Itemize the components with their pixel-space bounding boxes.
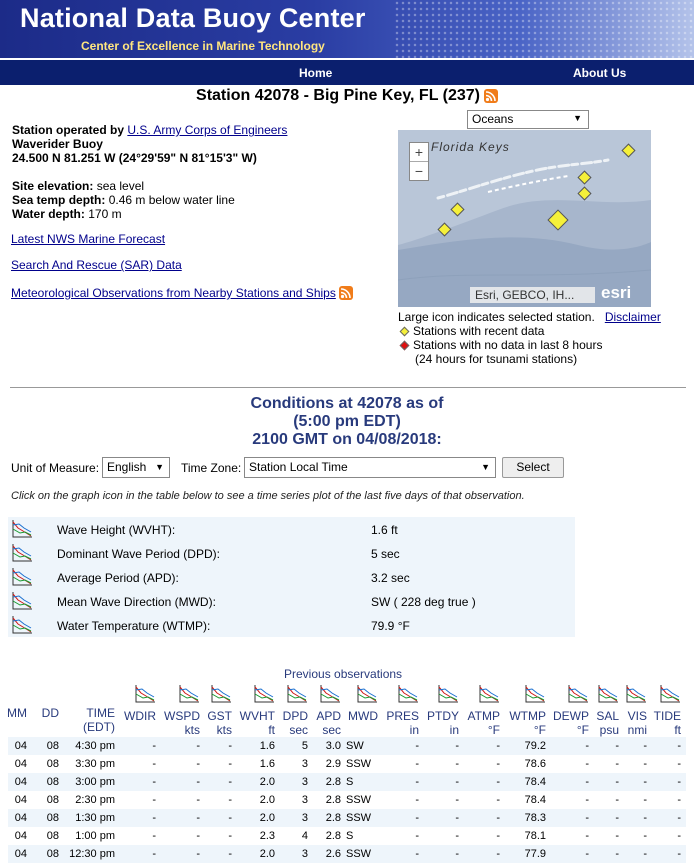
observation-cell: - xyxy=(415,812,419,824)
observation-cell: 4 xyxy=(301,830,308,842)
measurement-value: 5 sec xyxy=(371,547,400,561)
conditions-line-2: (5:00 pm EDT) xyxy=(293,413,401,430)
map-attribution[interactable]: Esri, GEBCO, IH... xyxy=(470,287,595,303)
site-elevation-label: Site elevation: xyxy=(12,179,94,193)
observation-cell: 2.0 xyxy=(259,812,275,824)
conditions-line-3: 2100 GMT on 04/08/2018: xyxy=(252,431,442,448)
observation-cell: - xyxy=(585,740,589,752)
observation-cell: - xyxy=(415,794,419,806)
observation-cell: SSW xyxy=(346,812,372,824)
site-elevation-value: sea level xyxy=(96,179,145,193)
observation-cell: - xyxy=(152,758,156,770)
observation-cell: 3 xyxy=(301,776,308,788)
observation-cell: - xyxy=(643,794,647,806)
disclaimer-link[interactable]: Disclaimer xyxy=(604,310,661,324)
observation-cell: 08 xyxy=(46,830,59,842)
measurement-name: Mean Wave Direction (MWD): xyxy=(57,595,216,609)
observation-cell: S xyxy=(346,776,354,788)
water-depth-value: 170 m xyxy=(88,207,122,221)
dropdown-arrow-icon: ▼ xyxy=(155,462,164,472)
legend-large-icon-text: Large icon indicates selected station. xyxy=(398,310,595,324)
unit-select[interactable] xyxy=(102,457,170,478)
column-header-unit: ft xyxy=(268,723,275,737)
conditions-row xyxy=(8,589,575,613)
site-header xyxy=(0,0,694,58)
observation-cell: - xyxy=(585,848,589,860)
observation-cell: - xyxy=(585,812,589,824)
observation-cell: 78.6 xyxy=(524,758,546,770)
observation-cell: 2.3 xyxy=(259,830,275,842)
nearby-observations-link[interactable]: Meteorological Observations from Nearby Stations and Ships xyxy=(11,286,336,300)
observation-cell: 08 xyxy=(46,740,59,752)
observation-cell: 1.6 xyxy=(259,758,275,770)
measurement-name: Wave Height (WVHT): xyxy=(57,523,176,537)
column-header-label: SAL xyxy=(596,709,619,723)
observation-row xyxy=(8,773,686,791)
observation-cell: 04 xyxy=(14,776,27,788)
zoom-in-button[interactable]: + xyxy=(410,143,428,162)
station-title xyxy=(0,87,694,105)
dropdown-arrow-icon: ▼ xyxy=(481,462,490,472)
observation-cell: - xyxy=(496,758,500,770)
observation-cell: S xyxy=(346,830,354,842)
observation-row xyxy=(8,755,686,773)
previous-observations-title: Previous observations xyxy=(284,667,403,681)
observation-cell: 2.0 xyxy=(259,776,275,788)
observation-cell: - xyxy=(196,740,200,752)
observation-cell: - xyxy=(615,830,619,842)
column-header-label: MWD xyxy=(348,709,378,723)
sea-temp-depth-value: 0.46 m below water line xyxy=(108,193,235,207)
esri-logo: esri xyxy=(601,283,632,302)
observation-cell: - xyxy=(228,758,232,770)
observation-cell: 78.4 xyxy=(524,794,546,806)
measurement-value: 3.2 sec xyxy=(371,571,410,585)
measurement-name: Water Temperature (WTMP): xyxy=(57,619,211,633)
site-title[interactable]: National Data Buoy Center xyxy=(20,3,366,33)
observation-cell: - xyxy=(455,776,459,788)
nearby-obs-row xyxy=(11,286,353,300)
observation-cell: 08 xyxy=(46,776,59,788)
observation-cell: - xyxy=(496,794,500,806)
column-header-tide xyxy=(625,684,681,737)
legend-no-data: Stations with no data in last 8 hours xyxy=(413,338,603,352)
observation-cell: 2.9 xyxy=(325,758,341,770)
observation-row xyxy=(8,791,686,809)
no-data-icon xyxy=(400,340,410,350)
station-position: 24.500 N 81.251 W (24°29'59" N 81°15'3" W) xyxy=(12,151,257,165)
observation-cell: 3 xyxy=(301,848,308,860)
column-header-unit: kts xyxy=(216,723,232,737)
observation-cell: - xyxy=(455,740,459,752)
column-header-label: WTMP xyxy=(509,709,546,723)
nav-bar xyxy=(0,59,694,85)
map-zoom-control xyxy=(409,142,429,181)
observation-cell: - xyxy=(196,758,200,770)
observation-cell: 08 xyxy=(46,848,59,860)
observation-cell: - xyxy=(228,830,232,842)
observation-cell: - xyxy=(615,812,619,824)
observation-cell: 3:30 pm xyxy=(75,758,115,770)
observation-cell: - xyxy=(228,812,232,824)
rss-icon[interactable] xyxy=(484,89,498,103)
conditions-row xyxy=(8,517,575,541)
graph-icon[interactable] xyxy=(11,519,33,542)
observation-cell: - xyxy=(585,794,589,806)
conditions-row xyxy=(8,541,575,565)
observation-cell: - xyxy=(415,776,419,788)
observation-cell: - xyxy=(415,830,419,842)
measurement-name: Average Period (APD): xyxy=(57,571,179,585)
observation-cell: 04 xyxy=(14,830,27,842)
water-depth-label: Water depth: xyxy=(12,207,85,221)
column-header-unit: sec xyxy=(289,723,308,737)
observation-cell: - xyxy=(643,830,647,842)
observation-cell: 08 xyxy=(46,758,59,770)
observation-cell: - xyxy=(643,740,647,752)
conditions-table xyxy=(8,517,575,637)
marine-forecast-link[interactable]: Latest NWS Marine Forecast xyxy=(11,232,166,246)
column-header-label: DPD xyxy=(282,709,308,723)
operator-link[interactable]: U.S. Army Corps of Engineers xyxy=(127,123,288,137)
graph-icon[interactable] xyxy=(625,684,681,707)
observation-row xyxy=(8,809,686,827)
observation-cell: - xyxy=(152,830,156,842)
column-header-label: PRES xyxy=(386,709,419,723)
observation-cell: - xyxy=(455,848,459,860)
observation-cell: - xyxy=(615,740,619,752)
selected-station-marker[interactable] xyxy=(548,210,568,230)
measurement-name: Dominant Wave Period (DPD): xyxy=(57,547,220,561)
timezone-select-value: Station Local Time xyxy=(249,460,348,474)
observation-cell: - xyxy=(496,740,500,752)
observation-cell: SSW xyxy=(346,848,372,860)
observation-cell: 2.0 xyxy=(259,794,275,806)
observation-cell: - xyxy=(196,776,200,788)
observation-cell: - xyxy=(677,758,681,770)
graph-icon[interactable] xyxy=(11,615,33,638)
observation-cell: 3 xyxy=(301,758,308,770)
column-header-unit: °F xyxy=(533,723,546,737)
observation-cell: 2.8 xyxy=(325,812,341,824)
observation-cell: SSW xyxy=(346,758,372,770)
timezone-select[interactable] xyxy=(244,457,496,478)
header-pattern xyxy=(394,0,694,58)
column-header-unit: nmi xyxy=(627,723,647,737)
observation-cell: - xyxy=(196,794,200,806)
observation-cell: - xyxy=(615,758,619,770)
observation-cell: - xyxy=(196,830,200,842)
observation-cell: - xyxy=(152,794,156,806)
observation-cell: 1:30 pm xyxy=(75,812,115,824)
nav-about-link[interactable]: About Us xyxy=(573,66,627,80)
observation-cell: 4:30 pm xyxy=(75,740,115,752)
buoy-type: Waverider Buoy xyxy=(12,137,103,151)
observation-cell: 04 xyxy=(14,794,27,806)
rss-icon[interactable] xyxy=(339,286,353,300)
column-header-label: TIDE xyxy=(653,709,681,723)
select-button[interactable]: Select xyxy=(502,457,564,478)
station-title-text: Station 42078 - Big Pine Key, FL (237) xyxy=(196,87,480,104)
unit-label: Unit of Measure: xyxy=(11,461,100,475)
nav-home-link[interactable]: Home xyxy=(299,66,333,80)
measurement-value: 1.6 ft xyxy=(371,523,398,537)
station-info xyxy=(12,123,392,221)
conditions-row xyxy=(8,565,575,589)
column-header-unit: kts xyxy=(184,723,200,737)
column-header-dd xyxy=(3,684,59,720)
column-header-label: GST xyxy=(207,709,232,723)
observation-cell: - xyxy=(415,740,419,752)
column-header-label: MM xyxy=(7,706,27,720)
observation-cell: 3 xyxy=(301,794,308,806)
observation-cell: - xyxy=(455,830,459,842)
conditions-heading xyxy=(0,395,694,449)
observation-cell: - xyxy=(228,794,232,806)
observation-cell: - xyxy=(585,776,589,788)
station-map[interactable] xyxy=(398,130,651,307)
observation-cell: 2:30 pm xyxy=(75,794,115,806)
column-header-unit: sec xyxy=(322,723,341,737)
observation-cell: 77.9 xyxy=(524,848,546,860)
conditions-line-1: Conditions at 42078 as of xyxy=(250,395,444,412)
observation-cell: 78.4 xyxy=(524,776,546,788)
observation-cell: 78.1 xyxy=(524,830,546,842)
observation-cell: 04 xyxy=(14,848,27,860)
observation-cell: - xyxy=(415,758,419,770)
recent-data-icon xyxy=(400,326,410,336)
observation-cell: - xyxy=(496,830,500,842)
dropdown-arrow-icon: ▼ xyxy=(573,113,582,123)
observation-row xyxy=(8,827,686,845)
site-subtitle: Center of Excellence in Marine Technology xyxy=(81,39,325,53)
observation-row xyxy=(8,737,686,755)
legend-tsunami: (24 hours for tsunami stations) xyxy=(415,352,578,366)
observation-cell: - xyxy=(677,740,681,752)
observation-cell: 3 xyxy=(301,812,308,824)
measurement-value: 79.9 °F xyxy=(371,619,410,633)
observation-cell: 04 xyxy=(14,812,27,824)
sea-temp-depth-label: Sea temp depth: xyxy=(12,193,106,207)
column-header-label: DD xyxy=(41,706,59,720)
observation-cell: - xyxy=(152,776,156,788)
column-header-label: DEWP xyxy=(553,709,589,723)
observation-cell: - xyxy=(496,776,500,788)
observation-cell: - xyxy=(455,758,459,770)
column-header-unit: in xyxy=(409,723,419,737)
legend-recent: Stations with recent data xyxy=(413,324,545,338)
map-layer-value: Oceans xyxy=(472,112,514,126)
observation-cell: 04 xyxy=(14,740,27,752)
observation-cell: - xyxy=(677,830,681,842)
graph-icon[interactable] xyxy=(11,591,33,614)
observation-cell: - xyxy=(615,794,619,806)
observation-cell: - xyxy=(415,848,419,860)
observation-cell: - xyxy=(643,812,647,824)
zoom-out-button[interactable]: − xyxy=(414,163,424,179)
conditions-row xyxy=(8,613,575,637)
observation-cell: - xyxy=(615,848,619,860)
divider xyxy=(10,387,686,388)
observation-cell: SSW xyxy=(346,794,372,806)
observation-cell: - xyxy=(228,740,232,752)
observation-cell: - xyxy=(152,812,156,824)
measurement-value: SW ( 228 deg true ) xyxy=(371,595,476,609)
observation-cell: - xyxy=(643,758,647,770)
column-header-unit: psu xyxy=(599,723,619,737)
observation-cell: - xyxy=(196,848,200,860)
timezone-label: Time Zone: xyxy=(181,461,242,475)
observation-row xyxy=(8,845,686,863)
observation-cell: 2.0 xyxy=(259,848,275,860)
observation-cell: 3.0 xyxy=(325,740,341,752)
observation-cell: 08 xyxy=(46,812,59,824)
column-header-label: PTDY xyxy=(426,709,459,723)
observation-cell: - xyxy=(455,812,459,824)
observation-cell: - xyxy=(152,848,156,860)
column-header-label: VIS xyxy=(627,709,647,723)
observation-cell: 1:00 pm xyxy=(75,830,115,842)
column-header-unit: ft xyxy=(674,723,681,737)
observation-cell: - xyxy=(677,776,681,788)
observation-cell: 5 xyxy=(301,740,308,752)
column-header-label: APD xyxy=(316,709,341,723)
observation-cell: - xyxy=(496,848,500,860)
observation-cell: - xyxy=(585,830,589,842)
observation-cell: 1.6 xyxy=(259,740,275,752)
column-header-label: ATMP xyxy=(467,709,500,723)
graph-icon[interactable] xyxy=(11,543,33,566)
observation-cell: 2.8 xyxy=(325,830,341,842)
observation-cell: 08 xyxy=(46,794,59,806)
observation-cell: 12:30 pm xyxy=(69,848,115,860)
map-label: Florida Keys xyxy=(431,140,510,154)
map-legend xyxy=(398,310,661,366)
observation-cell: 2.8 xyxy=(325,794,341,806)
column-header-unit: in xyxy=(449,723,459,737)
observation-cell: - xyxy=(677,794,681,806)
observation-cell: - xyxy=(228,776,232,788)
column-header-label: WVHT xyxy=(239,709,275,723)
observation-cell: - xyxy=(152,740,156,752)
observation-cell: 3:00 pm xyxy=(75,776,115,788)
operated-by-label: Station operated by xyxy=(12,123,125,137)
observation-cell: - xyxy=(677,848,681,860)
column-header-unit: °F xyxy=(487,723,500,737)
observation-cell: - xyxy=(677,812,681,824)
column-header-label: TIME xyxy=(86,706,115,720)
observation-cell: - xyxy=(496,812,500,824)
observation-cell: 79.2 xyxy=(524,740,546,752)
unit-select-value: English xyxy=(107,460,147,474)
map-background xyxy=(398,130,651,307)
graph-icon[interactable] xyxy=(11,567,33,590)
observation-cell: - xyxy=(643,848,647,860)
observation-cell: SW xyxy=(346,740,364,752)
observation-cell: - xyxy=(585,758,589,770)
column-header-unit: (EDT) xyxy=(83,720,115,734)
observation-cell: - xyxy=(228,848,232,860)
instructions-text: Click on the graph icon in the table below to see a time series plot of the last five days of that observation. xyxy=(11,490,525,502)
column-header-label: WSPD xyxy=(164,709,200,723)
observation-cell: 04 xyxy=(14,758,27,770)
map-layer-select[interactable] xyxy=(467,110,589,129)
observation-cell: 2.8 xyxy=(325,776,341,788)
column-header-label: WDIR xyxy=(124,709,156,723)
column-header-unit: °F xyxy=(576,723,589,737)
observation-cell: - xyxy=(455,794,459,806)
observation-cell: - xyxy=(196,812,200,824)
observation-cell: - xyxy=(615,776,619,788)
observation-cell: 2.6 xyxy=(325,848,341,860)
sar-data-link[interactable]: Search And Rescue (SAR) Data xyxy=(11,258,182,272)
observation-cell: - xyxy=(643,776,647,788)
observation-cell: 78.3 xyxy=(524,812,546,824)
